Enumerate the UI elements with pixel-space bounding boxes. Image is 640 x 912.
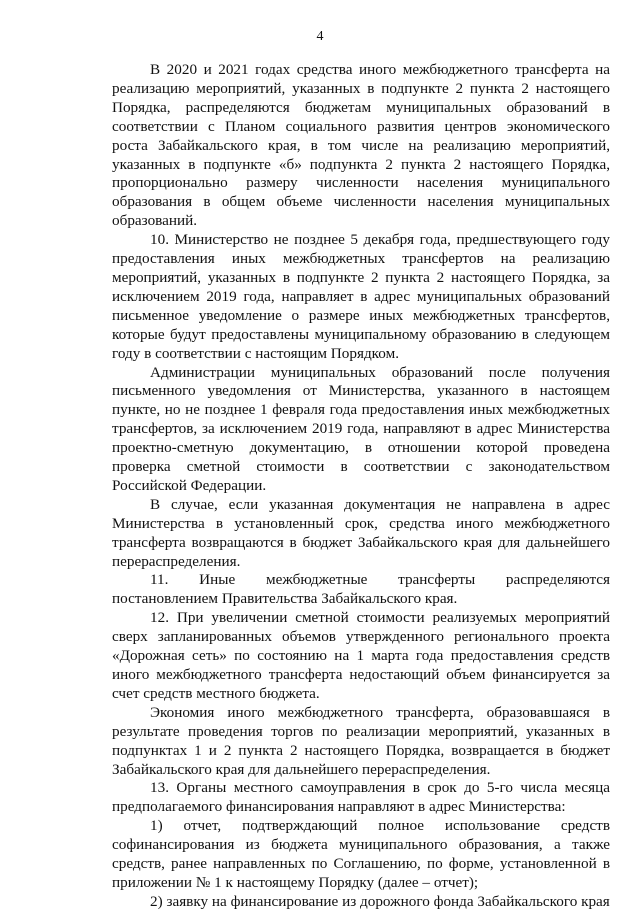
paragraph-documentation-not-sent: В случае, если указанная документация не направлена в адрес Министерства в установленный срок, средства иного межбюджетного трансферта возвращаются в бюджет Забайкальского края для дальнейшего перераспределения.: [112, 495, 610, 570]
paragraph-savings: Экономия иного межбюджетного трансферта, образовавшаяся в результате проведения торгов по реализации мероприятий, указанных в подпунктах 1 и 2 пункта 2 настоящего Порядка, возвращается в бюджет Забайкальского края для дальнейшего перераспределения.: [112, 703, 610, 778]
paragraph-funding-2020-2021: В 2020 и 2021 годах средства иного межбюджетного трансферта на реализацию мероприятий, указанных в подпункте 2 пункта 2 настоящего Порядка, распределяются бюджетам муниципальных образований в соответствии с Планом социального развития центров экономического роста Забайкальского края, в том числе на реализацию мероприятий, указанных в подпункте «б» подпункта 2 пункта 2 настоящего Порядка, пропорционально размеру численности населения муниципального образования в общем объеме численности населения муниципальных образований.: [112, 61, 610, 230]
paragraph-subitem-2-application: 2) заявку на финансирование из дорожного фонда Забайкальского края: [150, 892, 610, 910]
paragraph-item-12: 12. При увеличении сметной стоимости реализуемых мероприятий сверх запланированных объемов утвержденного регионального проекта «Дорожная сеть» по состоянию на 1 марта года предоставления средств иного межбюджетного трансферта недостающий объем финансируется за счет средств местного бюджета.: [112, 609, 610, 702]
paragraph-item-11: 11. Иные межбюджетные трансферты распределяются постановлением Правительства Забайкальского края.: [112, 571, 610, 608]
paragraph-item-13: 13. Органы местного самоуправления в срок до 5-го числа месяца предполагаемого финансирования направляют в адрес Министерства:: [112, 779, 610, 816]
paragraph-item-10: 10. Министерство не позднее 5 декабря года, предшествующего году предоставления иных межбюджетных трансфертов на реализацию мероприятий, указанных в подпункте 2 пункта 2 настоящего Порядка, за исключением 2019 года, направляет в адрес муниципальных образований письменное уведомление о размере иных межбюджетных трансфертов, которые будут предоставлены муниципальному образованию в следующем году в соответствии с настоящим Порядком.: [112, 231, 610, 362]
paragraph-subitem-1-report: 1) отчет, подтверждающий полное использование средств софинансирования из бюджета муниципального образования, а также средств, ранее направленных по Соглашению, по форме, установленной в приложении № 1 к настоящему Порядку (далее – отчет);: [112, 817, 610, 891]
document-body: [112, 61, 610, 912]
page-number: 4: [316, 29, 324, 44]
paragraph-administrations: Администрации муниципальных образований после получения письменного уведомления от Министерства, указанного в настоящем пункте, но не позднее 1 февраля года предоставления иных межбюджетных трансфертов, за исключением 2019 года, направляют в адрес Министерства проектно-сметную документацию, в отношении которой проведена проверка сметной стоимости в соответствии с законодательством Российской Федерации.: [112, 363, 610, 494]
